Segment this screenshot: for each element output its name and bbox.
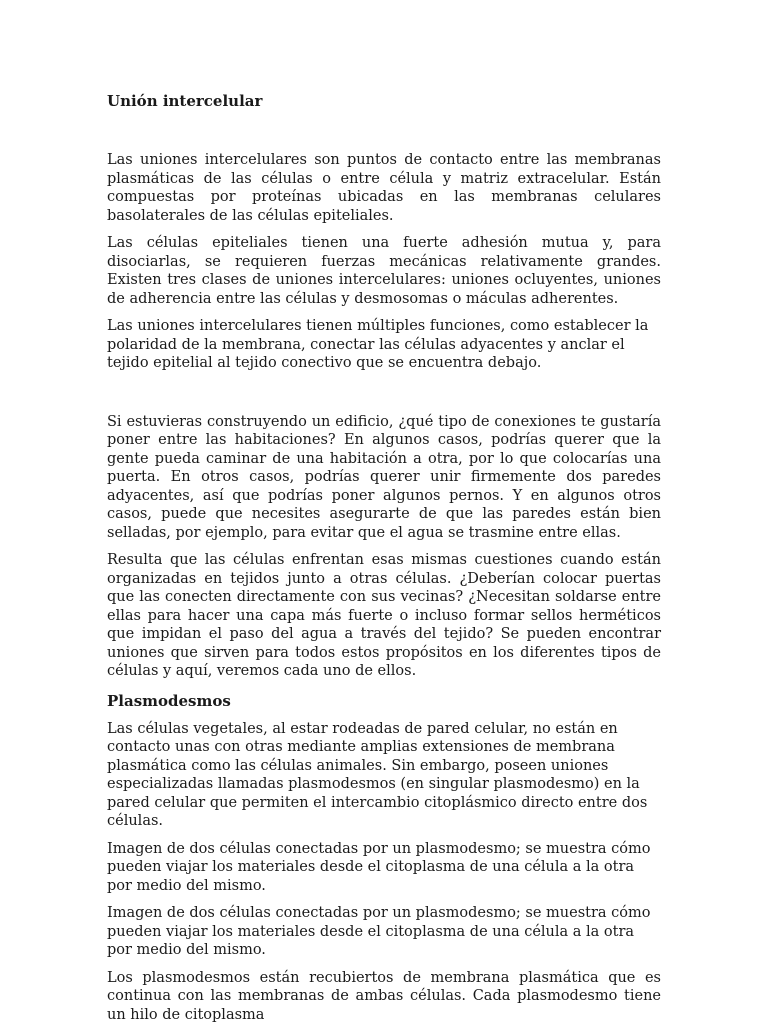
- intro-paragraph-3: Las uniones intercelulares tienen múltiples funciones, como establecer la polaridad de la membrana, conectar las células adyacentes y anclar el tejido epitelial al tejido conectivo que se encuentra debajo.: [107, 318, 649, 371]
- section-paragraph-1: Las células vegetales, al estar rodeadas de pared celular, no están en contacto unas con otras mediante amplias extensiones de membrana plasmática como las células animales. Sin embargo, poseen uniones especializadas llamadas plasmodesmos (en singular plasmodesmo) en la pared celular que permiten el intercambio citoplásmico directo entre dos células.: [107, 720, 648, 829]
- image-caption-2: Imagen de dos células conectadas por un plasmodesmo; se muestra cómo pueden viajar los materiales desde el citoplasma de una célula a la otra por medio del mismo.: [107, 905, 651, 958]
- section-paragraph-4: Los plasmodesmos están recubiertos de membrana plasmática que es continua con las membranas de ambas células. Cada plasmodesmo tiene un hilo de citoplasma: [107, 969, 661, 1023]
- section-gap: [107, 382, 661, 413]
- intro-paragraph-2: Las células epiteliales tienen una fuerte adhesión mutua y, para disociarlas, se requieren fuerzas mecánicas relativamente grandes. Existen tres clases de uniones intercelulares: uniones ocluyentes, uniones de adherencia entre las células y desmosomas o máculas adherentes.: [107, 235, 661, 307]
- analogy-paragraph-2: Resulta que las células enfrentan esas mismas cuestiones cuando están organizadas en tejidos junto a otras células. ¿Deberían colocar puertas que las conecten directamente con sus vecinas? ¿Necesitan soldarse entre ellas para hacer una capa más fuerte o incluso formar sellos herméticos que impidan el paso del agua a través del tejido? Se pueden encontrar uniones que sirven para todos estos propósitos en los diferentes tipos de células y aquí, veremos cada uno de ellos.: [107, 552, 661, 679]
- analogy-paragraph-1: Si estuvieras construyendo un edificio, ¿qué tipo de conexiones te gustaría poner entre las habitaciones? En algunos casos, podrías querer que la gente pueda caminar de una habitación a otra, por lo que colocarías una puerta. En otros casos, podrías querer unir firmemente dos paredes adyacentes, así que podrías poner algunos pernos. Y en algunos otros casos, puede que necesites asegurarte de que las paredes están bien selladas, por ejemplo, para evitar que el agua se trasmine entre ellas.: [107, 413, 661, 541]
- section-heading-plasmodesmos: Plasmodesmos: [107, 691, 231, 710]
- image-caption-1: Imagen de dos células conectadas por un plasmodesmo; se muestra cómo pueden viajar los materiales desde el citoplasma de una célula a la otra por medio del mismo.: [107, 840, 651, 894]
- intro-paragraph-1: Las uniones intercelulares son puntos de contacto entre las membranas plasmáticas de las células o entre célula y matriz extracelular. Están compuestas por proteínas ubicadas en las membranas celulares basolaterales de las células epiteliales.: [107, 152, 661, 224]
- document-title: Unión intercelular: [107, 92, 263, 110]
- document-page: [107, 91, 661, 1033]
